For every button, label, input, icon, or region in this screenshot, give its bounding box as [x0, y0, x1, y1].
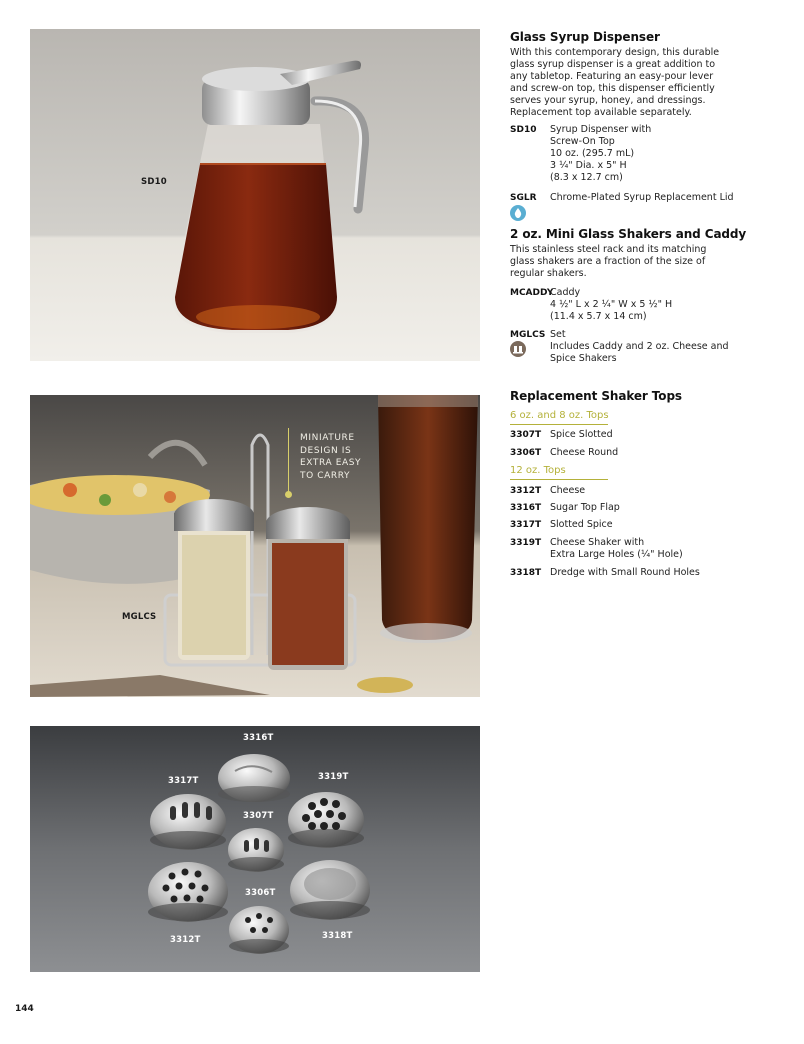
item-description	[550, 537, 772, 561]
mini-shakers-photo	[30, 395, 480, 697]
callout-dot	[285, 491, 292, 498]
syrup-desc-line: any tabletop. Featuring an easy-pour lever	[510, 71, 714, 82]
item-line: Cheese Shaker with	[550, 537, 645, 548]
item-description	[550, 329, 772, 365]
top-3319t	[288, 792, 364, 848]
item-code: MCADDY	[510, 288, 554, 298]
page-number: 144	[15, 1004, 34, 1014]
photo-label-3316t: 3316T	[243, 733, 274, 743]
callout-line-3: EXTRA EASY	[300, 458, 362, 468]
callout-line-4: TO CARRY	[300, 470, 351, 481]
photo-label-3319t: 3319T	[318, 772, 349, 782]
item-line: Chrome-Plated Syrup Replacement Lid	[550, 192, 734, 203]
group-heading-6-8-oz: 6 oz. and 8 oz. Tops	[510, 410, 609, 421]
tops-section-title: Replacement Shaker Tops	[510, 389, 682, 403]
syrup-desc-line: Replacement top available separately.	[510, 107, 692, 118]
group-rule	[510, 479, 608, 480]
group-heading-12-oz: 12 oz. Tops	[510, 465, 566, 476]
syrup-section-title: Glass Syrup Dispenser	[510, 30, 660, 44]
item-line: Set	[550, 329, 566, 340]
item-code: 3316T	[510, 503, 542, 513]
miniature-callout	[300, 432, 370, 482]
item-code: 3318T	[510, 568, 542, 578]
item-description: Slotted Spice	[550, 519, 613, 530]
top-3317t	[150, 794, 226, 850]
replacement-tops-photo	[30, 726, 480, 972]
photo-label-3307t: 3307T	[243, 811, 274, 821]
item-line: Extra Large Holes (¼" Hole)	[550, 549, 683, 560]
item-line: Caddy	[550, 287, 581, 298]
syrup-dispenser-photo	[30, 29, 480, 361]
shakers-desc-line: glass shakers are a fraction of the size of	[510, 256, 706, 267]
item-description	[550, 124, 772, 184]
water-drop-icon	[510, 205, 526, 221]
shakers-desc-line: regular shakers.	[510, 268, 587, 279]
photo-label-3312t: 3312T	[170, 935, 201, 945]
item-code: 3307T	[510, 430, 542, 440]
item-description: Dredge with Small Round Holes	[550, 567, 700, 578]
item-code: SGLR	[510, 193, 537, 203]
caddy-set-icon	[510, 341, 526, 357]
item-description	[550, 287, 772, 323]
top-3312t	[148, 862, 228, 922]
photo-label-3318t: 3318T	[322, 931, 353, 941]
item-line: 10 oz. (295.7 mL)	[550, 148, 635, 159]
shakers-description	[510, 244, 772, 280]
photo-label-mglcs: MGLCS	[122, 612, 157, 622]
callout-line-1: MINIATURE	[300, 433, 355, 443]
syrup-description	[510, 47, 772, 119]
item-code: SD10	[510, 125, 537, 135]
item-line: (8.3 x 12.7 cm)	[550, 172, 623, 183]
shakers-section-title: 2 oz. Mini Glass Shakers and Caddy	[510, 227, 747, 241]
item-line: Syrup Dispenser with	[550, 124, 652, 135]
syrup-desc-line: and screw-on top, this dispenser efficiently	[510, 83, 715, 94]
item-description: Cheese	[550, 485, 586, 496]
item-description: Cheese Round	[550, 447, 619, 458]
item-description	[550, 192, 772, 204]
item-code: 3312T	[510, 486, 542, 496]
item-code: 3319T	[510, 538, 542, 548]
item-description: Spice Slotted	[550, 429, 613, 440]
item-code: 3317T	[510, 520, 542, 530]
item-line: Spice Shakers	[550, 353, 617, 364]
photo-label-sd10: SD10	[141, 177, 167, 187]
top-3307t	[228, 828, 284, 872]
top-3306t	[229, 906, 289, 954]
top-3318t	[290, 860, 370, 920]
item-line: 3 ¼" Dia. x 5" H	[550, 160, 627, 171]
item-line: Screw-On Top	[550, 136, 615, 147]
syrup-desc-line: serves your syrup, honey, and dressings.	[510, 95, 706, 106]
item-line: 4 ½" L x 2 ¼" W x 5 ½" H	[550, 299, 673, 310]
callout-line-2: DESIGN IS	[300, 445, 352, 456]
item-code: MGLCS	[510, 330, 546, 340]
photo-label-3317t: 3317T	[168, 776, 199, 786]
syrup-desc-line: With this contemporary design, this durable	[510, 47, 720, 58]
top-3316t	[218, 754, 290, 802]
item-code: 3306T	[510, 448, 542, 458]
item-line: Includes Caddy and 2 oz. Cheese and	[550, 341, 729, 352]
group-rule	[510, 424, 608, 425]
shakers-desc-line: This stainless steel rack and its matching	[510, 244, 707, 255]
photo-label-3306t: 3306T	[245, 888, 276, 898]
syrup-desc-line: glass syrup dispenser is a great addition to	[510, 59, 716, 70]
item-line: (11.4 x 5.7 x 14 cm)	[550, 311, 647, 322]
item-description: Sugar Top Flap	[550, 502, 620, 513]
callout-line	[288, 428, 289, 494]
